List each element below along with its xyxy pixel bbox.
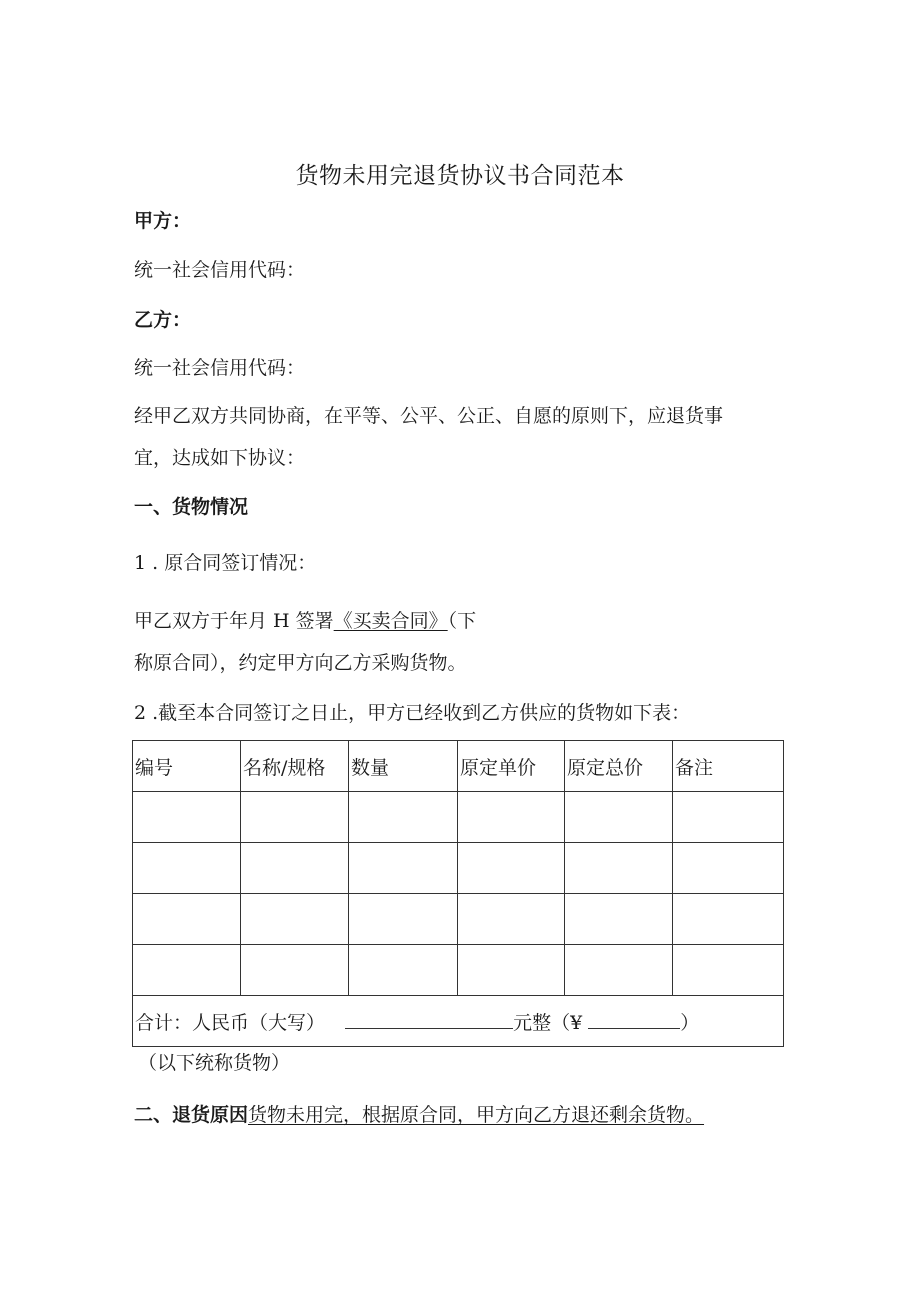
party-b-credit-code-label: 统一社会信用代码： [134, 357, 306, 379]
goods-table-total-row [133, 996, 784, 1047]
table-cell [241, 792, 349, 843]
total-amount-figures-blank [588, 1010, 680, 1029]
preamble-line-2: 宜，达成如下协议： [134, 447, 306, 469]
document-title: 货物未用完退货协议书合同范本 [295, 163, 625, 189]
party-b-label: 乙方： [134, 309, 192, 331]
table-cell [458, 843, 565, 894]
column-header-unit-price: 原定单价 [458, 741, 565, 792]
section-1-heading: 一、货物情况 [134, 496, 249, 518]
original-contract-text-after: （下 [447, 610, 477, 632]
original-contract-text-before: 甲乙双方于年月 H 签署 [134, 610, 334, 632]
table-cell [349, 843, 458, 894]
section-2-text: 货物未用完，根据原合同，甲方向乙方退还剩余货物。 [248, 1104, 705, 1126]
total-label: 合计：人民币（大写） [135, 1011, 326, 1034]
table-cell [565, 792, 673, 843]
table-row [133, 945, 784, 996]
column-header-name-spec: 名称/规格 [241, 741, 349, 792]
table-row [133, 894, 784, 945]
original-contract-line-2: 称原合同），约定甲方向乙方采购货物。 [134, 652, 467, 674]
section-2-heading: 二、退货原因 [134, 1104, 249, 1126]
table-row [133, 843, 784, 894]
table-cell [673, 894, 784, 945]
total-yuan-label: 元整（¥ [513, 1011, 583, 1034]
party-a-label: 甲方： [134, 210, 192, 232]
table-cell [133, 843, 241, 894]
goods-table-header-row [133, 741, 784, 792]
column-header-quantity: 数量 [349, 741, 458, 792]
table-cell [458, 894, 565, 945]
table-cell [133, 792, 241, 843]
original-contract-name: 《买卖合同》 [333, 610, 448, 632]
preamble-line-1: 经甲乙双方共同协商，在平等、公平、公正、自愿的原则下，应退货事 [134, 405, 724, 427]
table-cell [565, 843, 673, 894]
table-cell [241, 945, 349, 996]
section-1-item-1-heading: 1 . 原合同签订情况： [134, 552, 317, 574]
total-cell [133, 996, 784, 1047]
column-header-total-price: 原定总价 [565, 741, 673, 792]
table-cell [565, 945, 673, 996]
table-cell [349, 945, 458, 996]
table-cell [133, 894, 241, 945]
table-row [133, 792, 784, 843]
table-cell [565, 894, 673, 945]
original-contract-sentence [134, 610, 476, 633]
goods-note: （以下统称货物） [138, 1052, 291, 1074]
table-cell [349, 894, 458, 945]
column-header-number: 编号 [133, 741, 241, 792]
table-cell [458, 945, 565, 996]
table-cell [133, 945, 241, 996]
total-close-paren: ） [680, 1011, 700, 1034]
table-cell [673, 843, 784, 894]
goods-table [132, 740, 784, 1047]
table-cell [673, 792, 784, 843]
table-cell [241, 843, 349, 894]
party-a-credit-code-label: 统一社会信用代码： [134, 259, 306, 281]
table-cell [673, 945, 784, 996]
table-cell [241, 894, 349, 945]
total-amount-words-blank [345, 1010, 513, 1029]
table-cell [458, 792, 565, 843]
column-header-remarks: 备注 [673, 741, 784, 792]
section-1-item-2-heading: 2 .截至本合同签订之日止，甲方已经收到乙方供应的货物如下表： [134, 702, 691, 724]
table-cell [349, 792, 458, 843]
section-2 [134, 1104, 704, 1127]
